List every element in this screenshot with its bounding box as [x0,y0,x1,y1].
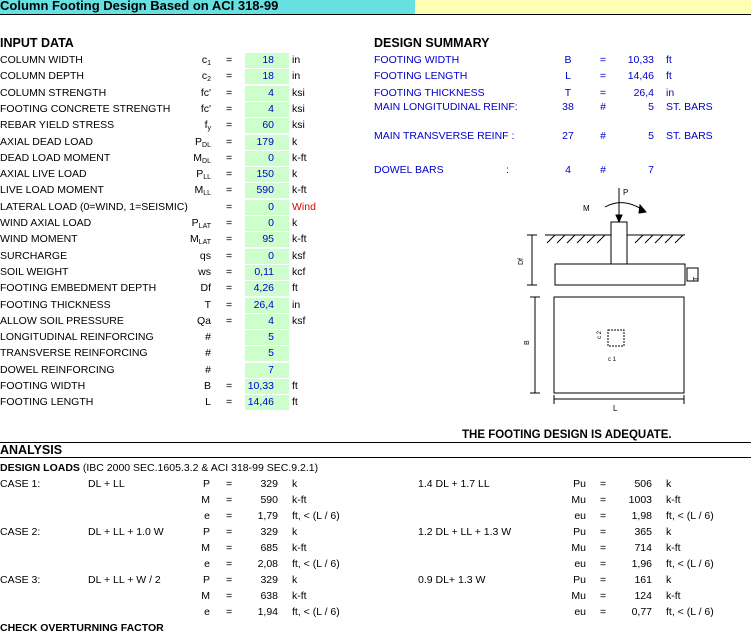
factored-value: 1,96 [631,558,652,570]
input-symbol-main: L [205,396,211,408]
input-symbol [190,232,211,250]
case-factored-combo: 1.4 DL + 1.7 LL [418,478,490,490]
equals-sign: = [226,526,233,538]
input-symbol-main: P [195,136,203,148]
input-value-field[interactable]: 60 [262,119,274,131]
equals-sign: = [226,152,233,164]
overturning-heading: CHECK OVERTURNING FACTOR [0,622,164,634]
input-value-field[interactable]: 5 [268,347,274,359]
input-label: DOWEL REINFORCING [0,364,115,376]
factored-unit: ft, < (L / 6) [666,510,714,522]
factored-symbol: Mu [571,590,586,602]
diagram-c1-label: c 1 [608,357,617,363]
input-value-field[interactable]: 5 [268,331,274,343]
input-value-field[interactable]: 26,4 [253,299,274,311]
arrow-head [616,215,622,222]
input-label: AXIAL LIVE LOAD [0,168,87,180]
summary-unit: ST. BARS [666,101,713,113]
input-symbol-main: M [194,184,204,196]
input-symbol-main: M [190,233,199,245]
case-symbol: M [201,590,210,602]
input-value-field[interactable]: 4 [268,103,274,115]
summary-equals: = [599,87,607,99]
case-symbol: e [204,558,210,570]
input-label: FOOTING CONCRETE STRENGTH [0,103,171,115]
input-value-field[interactable]: 18 [262,54,274,66]
input-symbol [190,265,211,279]
factored-symbol: Mu [571,542,586,554]
equals-sign: = [600,606,607,618]
input-unit: k [292,217,298,229]
factored-value: 1003 [628,494,652,506]
input-symbol [190,118,211,136]
input-symbol-main: B [203,380,211,392]
input-unit: ft [292,380,298,392]
summary-equals: # [600,164,606,176]
summary-label: MAIN LONGITUDINAL REINF: [374,101,518,113]
diagram-c2-label: c 2 [597,330,603,339]
input-value-field[interactable]: 18 [262,70,274,82]
input-label: DEAD LOAD MOMENT [0,152,111,164]
equals-sign: = [600,478,607,490]
input-unit: ksi [292,119,305,131]
equals-sign: = [600,526,607,538]
case-factored-combo: 1.2 DL + LL + 1.3 W [418,526,512,538]
input-label: FOOTING THICKNESS [0,299,111,311]
input-value-field[interactable]: 150 [256,168,274,180]
equals-sign: = [226,494,233,506]
equals-sign: = [600,494,607,506]
input-symbol [190,69,211,87]
factored-symbol: eu [574,558,586,570]
factored-value: 506 [634,478,652,490]
input-unit: k-ft [292,233,307,245]
summary-symbol: T [564,87,572,99]
column-plan [608,330,624,346]
summary-equals: = [599,54,607,66]
input-label: AXIAL DEAD LOAD [0,136,93,148]
summary-value: 5 [648,101,654,113]
equals-sign: = [226,217,233,229]
input-label: COLUMN DEPTH [0,70,85,82]
summary-unit: ST. BARS [666,130,713,142]
diagram-b-label: B [524,340,531,345]
footing-elevation [555,264,685,285]
input-unit: k-ft [292,152,307,164]
factored-value: 0,77 [631,606,652,618]
input-label: LIVE LOAD MOMENT [0,184,104,196]
input-label: TRANSVERSE REINFORCING [0,347,148,359]
case-value: 1,94 [257,606,278,618]
equals-sign: = [226,380,233,392]
equals-sign: = [226,87,233,99]
input-unit: in [292,299,301,311]
summary-symbol: L [565,70,571,82]
equals-sign: = [226,542,233,554]
summary-value: 5 [648,130,654,142]
input-value-field[interactable]: 4,26 [253,282,274,294]
equals-sign: = [226,510,233,522]
input-value-field[interactable]: 590 [256,184,274,196]
input-value-field[interactable]: 4 [268,315,274,327]
case-symbol: M [201,494,210,506]
case-value: 2,08 [257,558,278,570]
input-label: COLUMN STRENGTH [0,87,107,99]
case-value: 590 [260,494,278,506]
input-symbol [190,379,211,393]
input-label: WIND MOMENT [0,233,78,245]
adequacy-message: THE FOOTING DESIGN IS ADEQUATE. [462,429,672,441]
factored-value: 161 [634,574,652,586]
equals-sign: = [226,282,233,294]
input-symbol-main: f [204,119,208,131]
factored-unit: k-ft [666,590,681,602]
factored-symbol: Pu [573,574,586,586]
input-label: WIND AXIAL LOAD [0,217,92,229]
page-title: Column Footing Design Based on ACI 318-99 [0,0,279,13]
input-unit: Wind [292,201,316,213]
input-symbol-main: qs [199,250,211,262]
input-heading: INPUT DATA [0,36,74,50]
case-unit: ft, < (L / 6) [292,558,340,570]
case-unit: k-ft [292,494,307,506]
moment-arc [605,203,643,210]
factored-symbol: eu [574,510,586,522]
input-symbol-main: P [196,168,204,180]
summary-label: MAIN TRANSVERSE REINF : [374,130,515,142]
input-symbol-sub: LAT [198,239,212,246]
equals-sign: = [226,184,233,196]
design-loads-label: DESIGN LOADS [0,462,80,474]
equals-sign: = [226,70,233,82]
summary-value: 7 [648,164,654,176]
input-symbol-sub: DL [202,142,211,149]
case-value: 329 [260,478,278,490]
summary-label: DOWEL BARS [374,164,444,176]
input-symbol-main: T [204,299,211,311]
summary-label: FOOTING LENGTH [374,70,468,82]
input-value-field[interactable]: 0 [268,152,274,164]
factored-unit: k [666,526,672,538]
input-symbol-main: # [205,364,211,376]
summary-equals: = [599,70,607,82]
case-symbol: P [202,574,210,586]
case-unit: k [292,574,298,586]
factored-unit: k [666,574,672,586]
analysis-heading: ANALYSIS [0,443,63,457]
input-symbol [190,281,211,295]
input-symbol [190,363,211,377]
equals-sign: = [226,54,233,66]
input-unit: ft [292,396,298,408]
case-value: 685 [260,542,278,554]
equals-sign: = [226,396,233,408]
case-unit: ft, < (L / 6) [292,606,340,618]
input-label: LATERAL LOAD (0=WIND, 1=SEISMIC) [0,201,188,213]
diagram-t-label: T [693,276,700,281]
equals-sign: = [600,558,607,570]
input-label: COLUMN WIDTH [0,54,83,66]
factored-symbol: eu [574,606,586,618]
factored-unit: k-ft [666,494,681,506]
equals-sign: = [226,136,233,148]
column-elevation [611,222,627,264]
case-combo: DL + LL + W / 2 [88,574,161,586]
factored-unit: ft, < (L / 6) [666,558,714,570]
input-unit: ksf [292,315,306,327]
divider [0,14,751,15]
summary-value: 14,46 [627,70,654,82]
input-unit: k [292,168,298,180]
input-value-field[interactable]: 0 [268,201,274,213]
input-symbol-sub: LAT [198,223,211,230]
input-value-field[interactable]: 7 [268,364,274,376]
factored-symbol: Pu [573,478,586,490]
case-unit: k-ft [292,590,307,602]
factored-value: 124 [634,590,652,602]
input-label: SURCHARGE [0,250,68,262]
input-symbol-sub: y [207,125,211,132]
input-label: ALLOW SOIL PRESSURE [0,315,124,327]
summary-equals: # [600,130,606,142]
summary-value: 26,4 [633,87,654,99]
input-symbol-sub: 1 [207,60,211,67]
summary-colon: : [506,164,509,176]
case-symbol: e [204,606,210,618]
factored-unit: k [666,478,672,490]
input-unit: in [292,54,301,66]
equals-sign: = [226,606,233,618]
summary-symbol: 4 [565,164,571,176]
summary-label: FOOTING THICKNESS [374,87,485,99]
summary-unit: ft [666,54,672,66]
case-unit: k [292,526,298,538]
summary-unit: ft [666,70,672,82]
input-symbol [190,330,211,344]
equals-sign: = [600,542,607,554]
input-symbol-main: # [205,347,211,359]
input-value-field[interactable]: 4 [268,87,274,99]
case-symbol: P [202,478,210,490]
factored-value: 365 [634,526,652,538]
case-symbol: e [204,510,210,522]
input-symbol-main: fc' [200,87,211,99]
equals-sign: = [226,590,233,602]
factored-symbol: Pu [573,526,586,538]
input-label: LONGITUDINAL REINFORCING [0,331,154,343]
input-value-field[interactable]: 0,11 [254,266,274,278]
equals-sign: = [226,315,233,327]
input-unit: ft [292,282,298,294]
summary-equals: # [600,101,606,113]
case-name: CASE 2: [0,526,41,538]
input-symbol [190,346,211,360]
summary-symbol: B [564,54,572,66]
input-symbol [190,86,211,100]
input-symbol-main: Qa [196,315,211,327]
input-unit: kcf [292,266,306,278]
factored-symbol: Mu [571,494,586,506]
case-value: 1,79 [257,510,278,522]
equals-sign: = [226,233,233,245]
equals-sign: = [226,299,233,311]
input-symbol-sub: 2 [207,76,211,83]
divider [0,442,751,443]
case-symbol: M [201,542,210,554]
equals-sign: = [226,168,233,180]
input-symbol-main: c [201,70,208,82]
case-value: 638 [260,590,278,602]
summary-value: 10,33 [627,54,654,66]
input-label: FOOTING WIDTH [0,380,86,392]
equals-sign: = [226,478,233,490]
input-value-field[interactable]: 10,33 [247,380,274,392]
case-factored-combo: 0.9 DL+ 1.3 W [418,574,486,586]
input-label: SOIL WEIGHT [0,266,69,278]
input-value-field[interactable]: 179 [256,136,274,148]
diagram-df-label: Df [518,258,525,265]
equals-sign: = [226,558,233,570]
case-value: 329 [260,574,278,586]
input-value-field[interactable]: 0 [268,217,274,229]
summary-symbol: 27 [562,130,574,142]
diagram-m-label: M [583,204,590,213]
input-value-field[interactable]: 95 [262,233,274,245]
input-symbol-main: P [191,217,199,229]
case-unit: k [292,478,298,490]
input-unit: k [292,136,298,148]
input-symbol [190,314,211,328]
equals-sign: = [226,103,233,115]
equals-sign: = [600,510,607,522]
design-loads-title [0,461,318,475]
case-name: CASE 3: [0,574,41,586]
case-value: 329 [260,526,278,538]
factored-unit: ft, < (L / 6) [666,606,714,618]
input-symbol [190,298,211,312]
divider [0,457,751,458]
input-symbol-sub: DL [202,158,211,165]
input-symbol [190,102,211,116]
factored-value: 1,98 [631,510,652,522]
summary-label: FOOTING WIDTH [374,54,460,66]
case-combo: DL + LL + 1.0 W [88,526,164,538]
footing-plan [554,297,684,393]
summary-unit: in [666,87,675,99]
equals-sign: = [226,250,233,262]
input-label: REBAR YIELD STRESS [0,119,115,131]
input-unit: in [292,70,301,82]
equals-sign: = [600,590,607,602]
equals-sign: = [226,266,233,278]
input-symbol-sub: LL [203,174,211,181]
input-symbol-main: M [193,152,203,164]
input-symbol-main: ws [198,266,211,278]
diagram-p-label: P [623,188,629,197]
factored-value: 714 [634,542,652,554]
input-symbol-main: # [205,331,211,343]
input-label: FOOTING EMBEDMENT DEPTH [0,282,157,294]
input-unit: ksi [292,87,305,99]
input-value-field[interactable]: 0 [268,250,274,262]
input-unit: k-ft [292,184,307,196]
input-value-field[interactable]: 14,46 [247,396,274,408]
input-symbol-main: c [201,54,208,66]
summary-symbol: 38 [562,101,574,113]
diagram-l-label: L [613,404,618,413]
title-bar-right [415,0,751,14]
footing-diagram [505,185,705,420]
design-loads-ref: (IBC 2000 SEC.1605.3.2 & ACI 318-99 SEC.9.2.1) [82,462,319,474]
equals-sign: = [600,574,607,586]
case-name: CASE 1: [0,478,41,490]
summary-heading: DESIGN SUMMARY [374,36,490,50]
equals-sign: = [226,119,233,131]
case-unit: ft, < (L / 6) [292,510,340,522]
input-unit: ksf [292,250,306,262]
input-symbol [190,249,211,263]
input-symbol-main: Df [200,282,211,294]
input-symbol [190,395,211,409]
input-symbol-sub: LL [203,190,211,197]
factored-unit: k-ft [666,542,681,554]
case-unit: k-ft [292,542,307,554]
case-symbol: P [202,526,210,538]
case-combo: DL + LL [88,478,125,490]
equals-sign: = [226,574,233,586]
input-symbol-main: fc' [200,103,211,115]
input-unit: ksi [292,103,305,115]
equals-sign: = [226,201,233,213]
input-label: FOOTING LENGTH [0,396,94,408]
input-symbol [190,183,211,201]
